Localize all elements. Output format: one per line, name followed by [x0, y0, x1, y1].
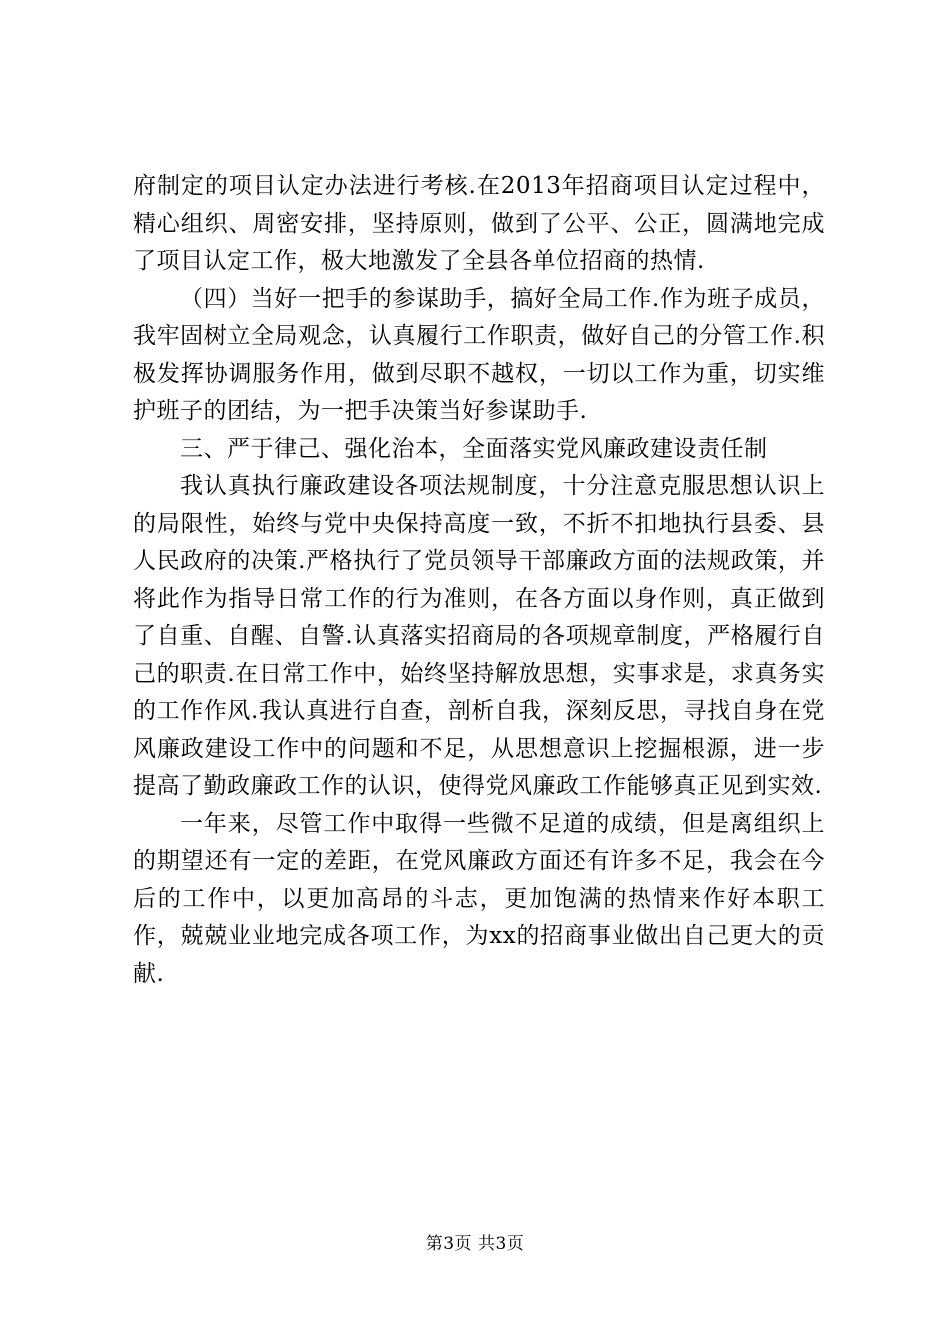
- paragraph-1: 府制定的项目认定办法进行考核.在2013年招商项目认定过程中，精心组织、周密安排，坚持原则，做到了公平、公正，圆满地完成了项目认定工作，极大地激发了全县各单位招商的热情.: [133, 173, 825, 274]
- document-body: [133, 168, 825, 993]
- paragraph-4: 一年来，尽管工作中取得一些微不足道的成绩，但是离组织上的期望还有一定的差距，在党风廉政方面还有许多不足，我会在今后的工作中，以更加高昂的斗志，更加饱满的热情来作好本职工作，兢兢业业地完成各项工作，为xx的招商事业做出自己更大的贡献.: [133, 810, 825, 987]
- section-heading: 三、严于律己、强化治本，全面落实党风廉政建设责任制: [180, 435, 768, 462]
- page-number-footer: 第3页 共3页: [425, 1234, 525, 1254]
- paragraph-3: 我认真执行廉政建设各项法规制度，十分注意克服思想认识上的局限性，始终与党中央保持高度一致，不折不扣地执行县委、县人民政府的决策.严格执行了党员领导干部廉政方面的法规政策，并将此作为指导日常工作的行为准则，在各方面以身作则，真正做到了自重、自醒、自警.认真落实招商局的各项规章制度，严格履行自己的职责.在日常工作中，始终坚持解放思想，实事求是，求真务实的工作作风.我认真进行自查，剖析自我，深刻反思，寻找自身在党风廉政建设工作中的问题和不足，从思想意识上挖掘根源，进一步提高了勤政廉政工作的认识，使得党风廉政工作能够真正见到实效.: [133, 473, 825, 799]
- paragraph-2: （四）当好一把手的参谋助手，搞好全局工作.作为班子成员，我牢固树立全局观念，认真履行工作职责，做好自己的分管工作.积极发挥协调服务作用，做到尽职不越权，一切以工作为重，切实维护班子的团结，为一把手决策当好参谋助手.: [133, 285, 825, 424]
